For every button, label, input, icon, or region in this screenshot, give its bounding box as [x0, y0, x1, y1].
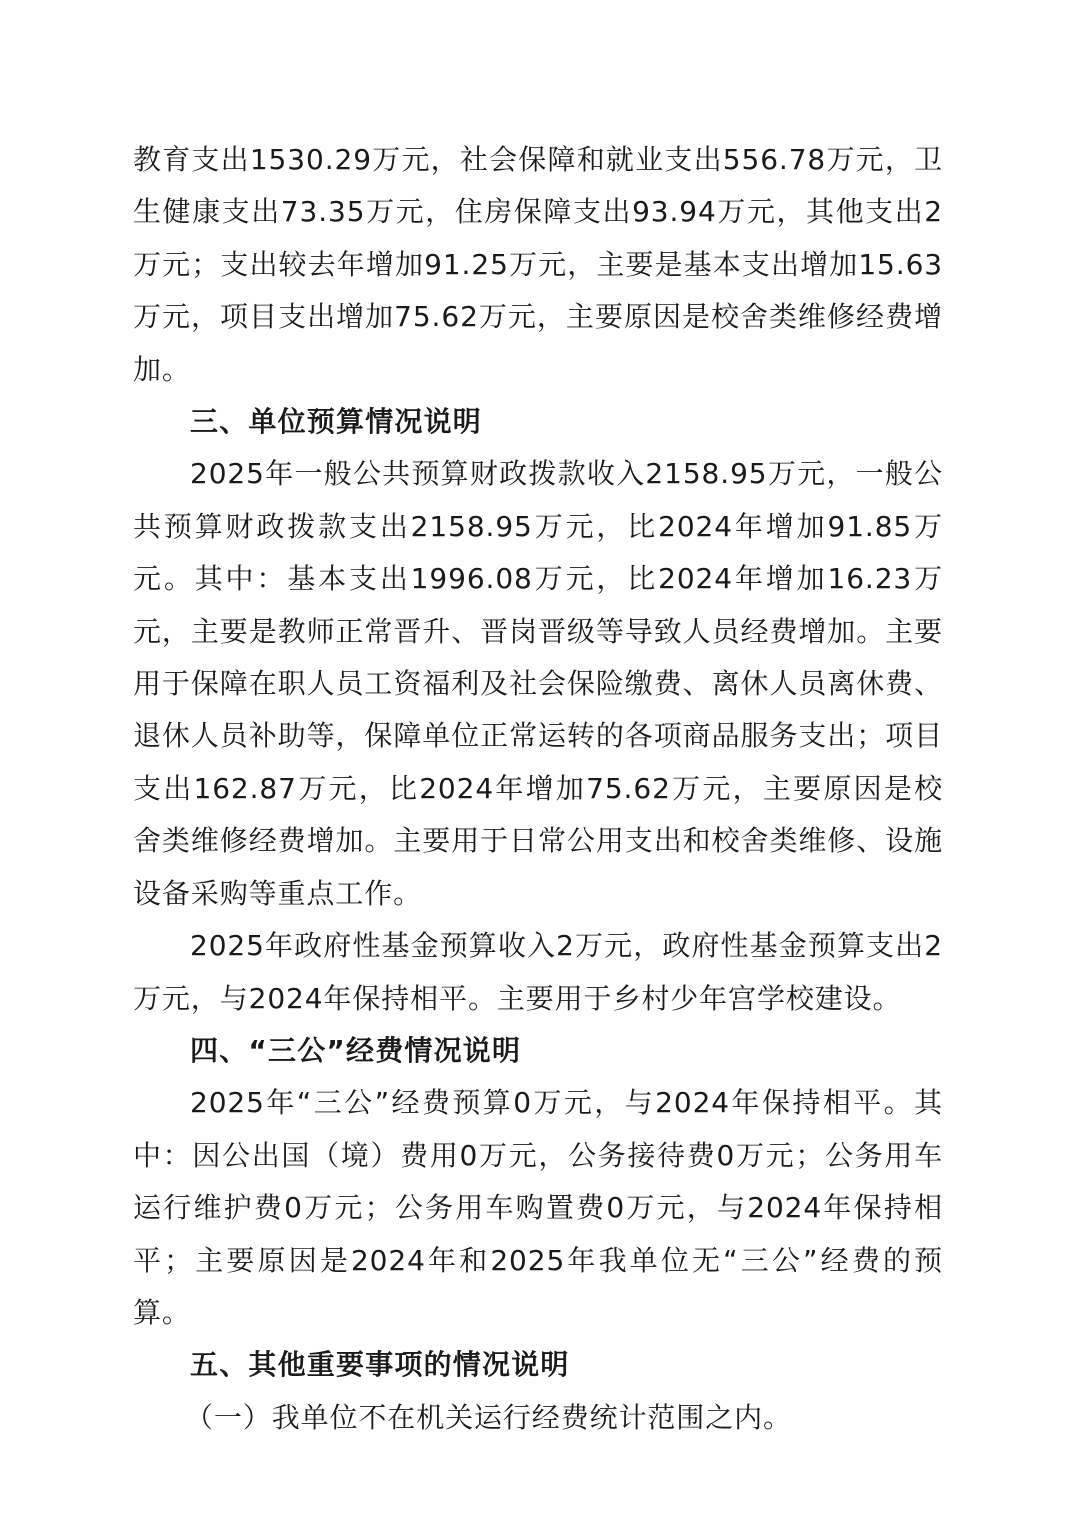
section-heading-other-matters: 五、其他重要事项的情况说明: [190, 1348, 570, 1382]
paragraph-expenditure-summary: 教育支出1530.29万元，社会保障和就业支出556.78万元，卫生健康支出73.35万元，住房保障支出93.94万元，其他支出2万元；支出较去年增加91.25万元，主要是基本支出增加15.63万元，项目支出增加75.62万元，主要原因是校舍类维修经费增加。: [133, 143, 943, 386]
section-heading-three-public-expenses: 四、“三公”经费情况说明: [190, 1033, 522, 1067]
paragraph-other-matters-item-1: （一）我单位不在机关运行经费统计范围之内。: [185, 1400, 792, 1434]
paragraph-general-public-budget: 2025年一般公共预算财政拨款收入2158.95万元，一般公共预算财政拨款支出2158.95万元，比2024年增加91.85万元。其中：基本支出1996.08万元，比2024年增加16.23万元，主要是教师正常晋升、晋岗晋级等导致人员经费增加。主要用于保障在职人员工资福利及社会保险缴费、离休人员离休费、退休人员补助等，保障单位正常运转的各项商品服务支出；项目支出162.87万元，比2024年增加75.62万元，主要原因是校舍类维修经费增加。主要用于日常公用支出和校舍类维修、设施设备采购等重点工作。: [133, 457, 943, 910]
document-body: [133, 134, 943, 1444]
section-heading-unit-budget: 三、单位预算情况说明: [190, 405, 483, 439]
paragraph-three-public-expenses: 2025年“三公”经费预算0万元，与2024年保持相平。其中：因公出国（境）费用0万元，公务接待费0万元；公务用车运行维护费0万元；公务用车购置费0万元，与2024年保持相平；主要原因是2024年和2025年我单位无“三公”经费的预算。: [133, 1086, 943, 1329]
paragraph-government-fund-budget: 2025年政府性基金预算收入2万元，政府性基金预算支出2万元，与2024年保持相平。主要用于乡村少年宫学校建设。: [133, 929, 943, 1015]
